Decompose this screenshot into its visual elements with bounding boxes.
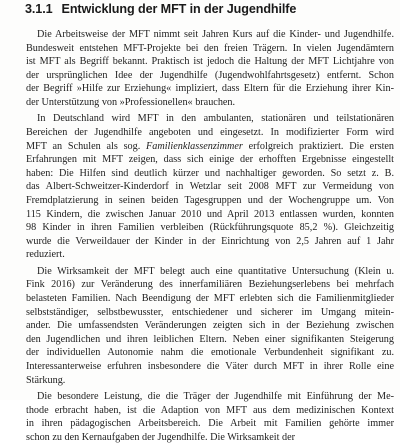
text-line: haben: Die Hilfen sind deutlich kürzer und nachhaltiger geworden. So setzt z. B.	[26, 167, 394, 179]
text-line: Erfahrungen mit MFT zeigen, dass sich einige der erhofften Ergebnisse eingestellt	[26, 154, 394, 166]
text-line: reduziert.	[26, 249, 65, 261]
text-line: Die Wirksamkeit der MFT belegt auch eine quantitative Untersuchung (Klein u.	[37, 265, 394, 277]
section-number: 3.1.1	[25, 2, 53, 16]
text-line: Bereichen der Jugendhilfe angeboten und eingesetzt. In modifizierter Form wird	[26, 127, 394, 139]
text-line: der Unterstützung von »Professionellen« brauchen.	[26, 96, 236, 108]
text-line: belasteten Familien. Nach Beendigung der MFT erlebten sich die Familienmitglieder	[26, 293, 394, 305]
text-line: 98 Kinder in ihren Familien verbleiben (Rückführungsquote 85,2 %). Gleichzeitig	[26, 222, 394, 234]
text-line: Fink 2016) zur Veränderung des innerfamiliären Beziehungserlebens bei mehrfach	[26, 279, 394, 291]
text-line: der Begriff »Hilfe zur Erziehung« impliziert, dass Eltern für die Erziehung ihrer Kin-	[26, 83, 394, 95]
text-line: schon zu den Kernaufgaben der Jugendhilfe. Die Wirksamkeit der	[26, 431, 295, 443]
text-line: den Jugendlichen und ihren leiblichen Eltern. Neben einer signifikanten Steigerung	[26, 333, 394, 345]
section-heading	[25, 2, 296, 16]
text-line: Bundesweit entstehen MFT-Projekte bei den freien Trägern. In vielen Jugendämtern	[26, 42, 394, 54]
paragraph	[26, 265, 394, 387]
section-title: Entwicklung der MFT in der Jugendhilfe	[61, 2, 297, 16]
text-line: der ursprünglichen Idee der Jugendhilfe (Jugendwohlfahrtsgesetz) entfernt. Schon	[26, 69, 394, 81]
text-line: in ihren pädagogischen Arbeitsbereich. Die Arbeit mit Familien gehörte immer	[26, 418, 394, 430]
paragraph	[26, 390, 394, 444]
text-line: In Deutschland wird MFT in den ambulanten, stationären und teilstationären	[37, 113, 394, 125]
text-line: thode erbracht haben, ist die Adaption von MFT aus dem medizinischen Kontext	[26, 404, 394, 416]
text-line: Stärkung.	[26, 374, 66, 386]
text-line: MFT an Schulen als sog. Familienklassenzimmer erfolgreich praktiziert. Die ersten	[26, 140, 395, 152]
text-line: selbstständiger, selbstbewusster, entschiedener und sicherer im Umgang mitein-	[26, 306, 394, 318]
text-line: Die besondere Leistung, die die Träger der Jugendhilfe mit Einführung der Me-	[37, 391, 394, 403]
text-line: ander. Die umfassendsten Veränderungen zeigten sich in der Beziehung zwischen	[26, 320, 394, 332]
text-line: Fremdplatzierung in seinen beiden Tagesgruppen und der Wochengruppe um. Von	[26, 195, 394, 207]
emphasized-term: Familienklassenzimmer	[146, 140, 243, 152]
body-text	[26, 28, 394, 447]
text-line: das Albert-Schweitzer-Kinderdorf in Wetzlar seit 2008 MFT zur Vermeidung von	[26, 181, 394, 193]
text-line: Die Arbeitsweise der MFT nimmt seit Jahren Kurs auf die Kinder- und Jugendhilfe.	[37, 29, 394, 40]
paragraph	[26, 112, 394, 262]
text-line: wurde die Verweildauer der Kinder in der Einrichtung von 2,5 Jahren auf 1 Jahr	[26, 235, 394, 247]
text-line: 115 Kindern, die zwischen Januar 2010 und April 2013 entlassen wurden, konnten	[26, 208, 394, 220]
text-line: ist MFT als Begriff bekannt. Praktisch ist jedoch die Haltung der MFT Lichtjahre von	[26, 56, 394, 68]
text-line: Interessanterweise erfuhren insbesondere die Väter durch MFT in ihrer Rolle eine	[26, 361, 394, 373]
text-line: der individuellen Autonomie nahm die emotionale Verbundenheit signifikant zu.	[26, 347, 394, 359]
paragraph	[26, 28, 394, 110]
